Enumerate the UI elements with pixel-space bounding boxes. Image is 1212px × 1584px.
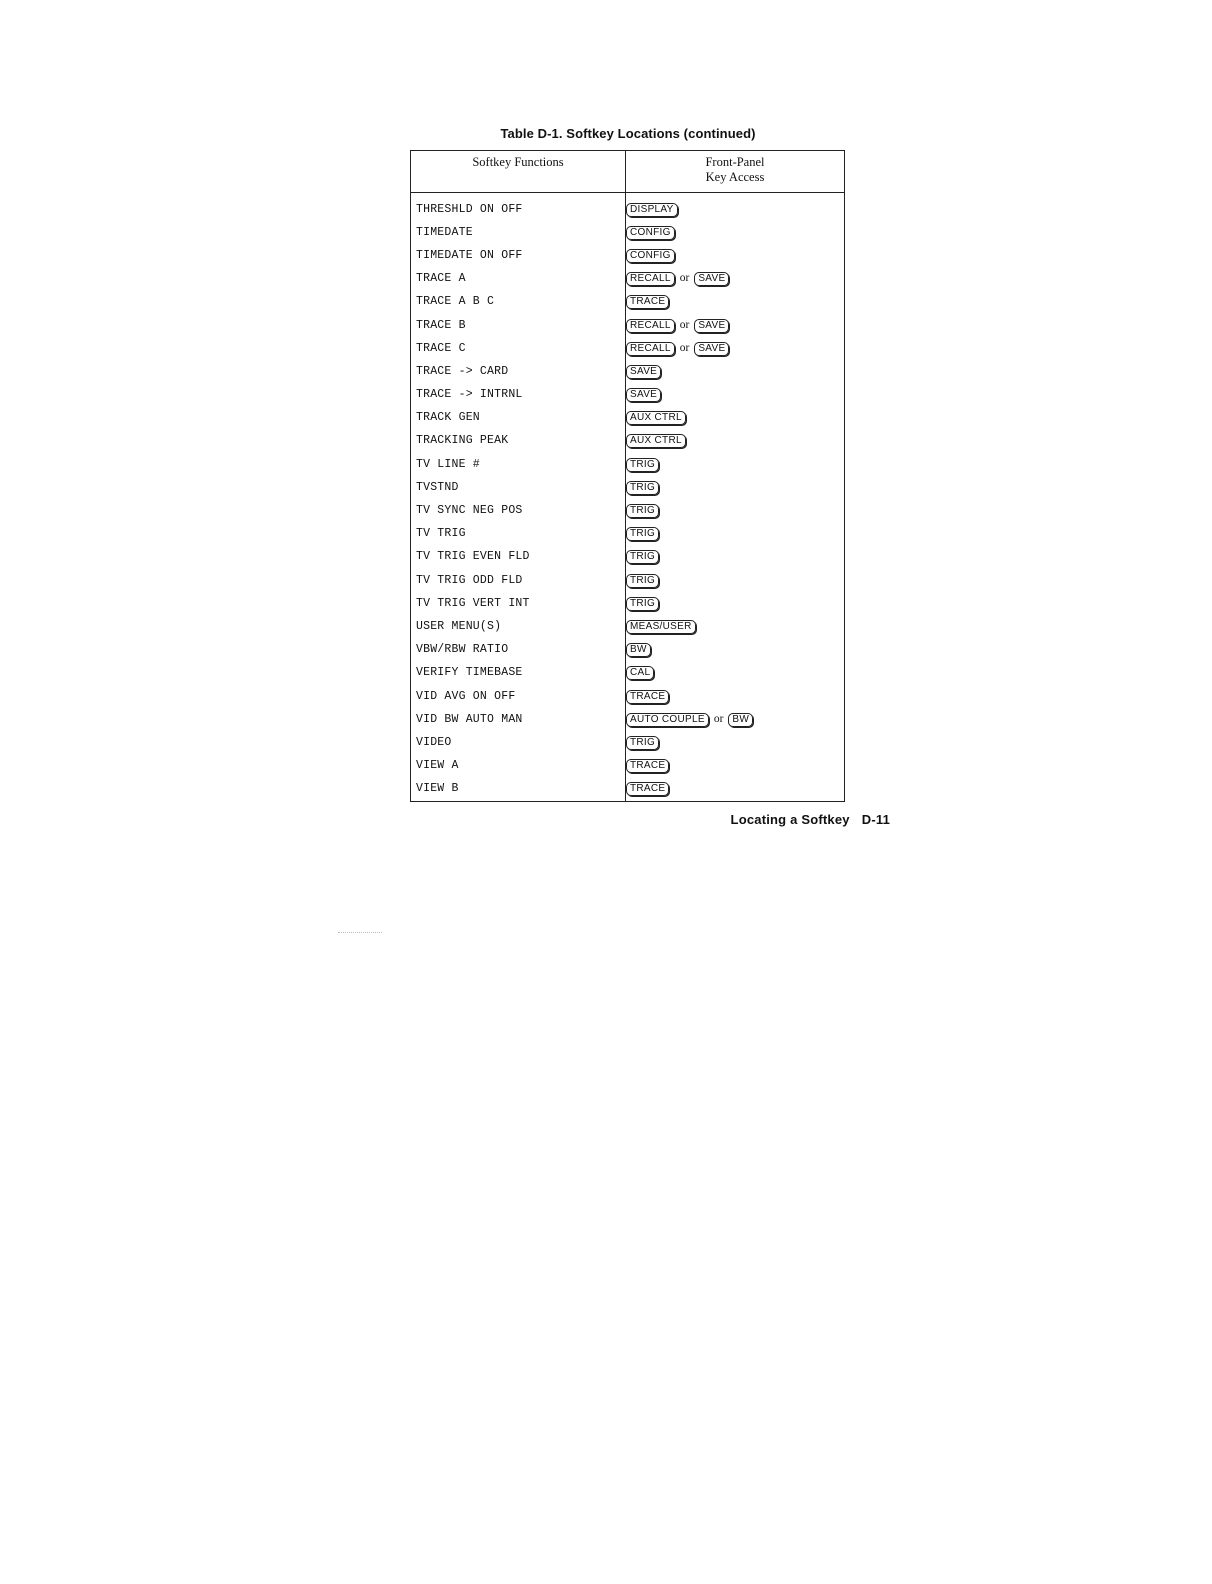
front-panel-key-label: TRIG bbox=[626, 597, 659, 611]
softkey-function-name: VIEW A bbox=[416, 759, 459, 773]
key-access-cell bbox=[626, 776, 845, 802]
front-panel-key-label: TRIG bbox=[626, 504, 659, 518]
softkey-function-cell bbox=[411, 613, 626, 636]
table-row bbox=[411, 312, 845, 335]
softkey-function-name: TV TRIG EVEN FLD bbox=[416, 550, 530, 564]
table-row bbox=[411, 521, 845, 544]
front-panel-key-label: MEAS/USER bbox=[626, 620, 696, 634]
table-row bbox=[411, 219, 845, 242]
page-footer bbox=[720, 812, 890, 827]
front-panel-key-label: TRACE bbox=[626, 759, 669, 773]
front-panel-key-label: SAVE bbox=[626, 365, 661, 379]
softkey-function-name: USER MENU(S) bbox=[416, 619, 502, 633]
softkey-function-cell bbox=[411, 567, 626, 590]
key-access-cell bbox=[626, 544, 845, 567]
table-row bbox=[411, 428, 845, 451]
key-access-cell bbox=[626, 521, 845, 544]
table-row bbox=[411, 289, 845, 312]
table-row bbox=[411, 660, 845, 683]
key-access-cell bbox=[626, 358, 845, 381]
softkey-function-name: VIEW B bbox=[416, 782, 459, 796]
key-access-cell bbox=[626, 312, 845, 335]
softkey-function-cell bbox=[411, 497, 626, 520]
table-row bbox=[411, 729, 845, 752]
front-panel-key-label: RECALL bbox=[626, 342, 675, 356]
front-panel-key-label: TRIG bbox=[626, 574, 659, 588]
table-row bbox=[411, 335, 845, 358]
footer-section-title: Locating a Softkey bbox=[730, 812, 850, 827]
front-panel-key-label: BW bbox=[626, 643, 651, 657]
key-access-cell bbox=[626, 382, 845, 405]
key-access-cell bbox=[626, 451, 845, 474]
softkey-function-cell bbox=[411, 683, 626, 706]
softkey-function-name: VBW/RBW RATIO bbox=[416, 643, 509, 657]
key-access-cell bbox=[626, 683, 845, 706]
table-row bbox=[411, 683, 845, 706]
softkey-function-name: TV TRIG bbox=[416, 527, 466, 541]
front-panel-key-label: RECALL bbox=[626, 272, 675, 286]
key-access-cell bbox=[626, 729, 845, 752]
header-softkey-functions: Softkey Functions bbox=[411, 151, 626, 193]
header-access-line1: Front-Panel bbox=[705, 155, 765, 169]
key-access-cell bbox=[626, 242, 845, 265]
front-panel-key-label: TRIG bbox=[626, 458, 659, 472]
softkey-function-name: TRACE C bbox=[416, 341, 466, 355]
softkey-function-name: TV SYNC NEG POS bbox=[416, 504, 523, 518]
key-access-cell bbox=[626, 289, 845, 312]
softkey-function-name: TRACE A B C bbox=[416, 295, 495, 309]
table-row bbox=[411, 266, 845, 289]
front-panel-key-label: AUTO COUPLE bbox=[626, 713, 709, 727]
softkey-function-cell bbox=[411, 637, 626, 660]
softkey-function-cell bbox=[411, 521, 626, 544]
table-header-row bbox=[411, 151, 845, 193]
front-panel-key-label: TRIG bbox=[626, 481, 659, 495]
softkey-function-name: TRACK GEN bbox=[416, 411, 480, 425]
front-panel-key-label: RECALL bbox=[626, 319, 675, 333]
key-access-cell bbox=[626, 405, 845, 428]
front-panel-key-label: TRACE bbox=[626, 782, 669, 796]
front-panel-key-label: SAVE bbox=[694, 342, 729, 356]
front-panel-key-label: CONFIG bbox=[626, 249, 675, 263]
softkey-function-cell bbox=[411, 753, 626, 776]
key-access-cell bbox=[626, 753, 845, 776]
softkey-function-cell bbox=[411, 660, 626, 683]
softkey-function-cell bbox=[411, 405, 626, 428]
table-row bbox=[411, 405, 845, 428]
table-row bbox=[411, 358, 845, 381]
softkey-function-cell bbox=[411, 358, 626, 381]
key-access-cell bbox=[626, 706, 845, 729]
softkey-function-cell bbox=[411, 335, 626, 358]
footer-page-number: D-11 bbox=[861, 812, 890, 827]
softkey-function-name: TRACE -> CARD bbox=[416, 364, 509, 378]
front-panel-key-label: TRIG bbox=[626, 736, 659, 750]
softkey-function-cell bbox=[411, 729, 626, 752]
front-panel-key-label: CAL bbox=[626, 666, 654, 680]
softkey-function-cell bbox=[411, 312, 626, 335]
table-row bbox=[411, 382, 845, 405]
or-connector: or bbox=[679, 318, 690, 331]
table-row bbox=[411, 613, 845, 636]
softkey-function-name: VERIFY TIMEBASE bbox=[416, 666, 523, 680]
key-access-cell bbox=[626, 637, 845, 660]
key-access-cell bbox=[626, 335, 845, 358]
table-row bbox=[411, 193, 845, 220]
softkey-function-name: TRACE A bbox=[416, 272, 466, 286]
table-row bbox=[411, 567, 845, 590]
key-access-cell bbox=[626, 193, 845, 220]
softkey-function-name: TRACKING PEAK bbox=[416, 434, 509, 448]
or-connector: or bbox=[679, 341, 690, 354]
softkey-function-name: TV LINE # bbox=[416, 457, 480, 471]
softkey-function-name: VID AVG ON OFF bbox=[416, 689, 516, 703]
front-panel-key-label: SAVE bbox=[694, 319, 729, 333]
softkey-function-cell bbox=[411, 428, 626, 451]
softkey-function-name: TIMEDATE ON OFF bbox=[416, 248, 523, 262]
table-row bbox=[411, 544, 845, 567]
table-row bbox=[411, 776, 845, 802]
softkey-function-cell bbox=[411, 193, 626, 220]
table-row bbox=[411, 497, 845, 520]
softkey-function-cell bbox=[411, 382, 626, 405]
softkey-function-cell bbox=[411, 451, 626, 474]
scan-speck bbox=[338, 932, 382, 934]
front-panel-key-label: TRIG bbox=[626, 550, 659, 564]
front-panel-key-label: AUX CTRL bbox=[626, 411, 686, 425]
header-access-line2: Key Access bbox=[705, 170, 765, 184]
softkey-function-cell bbox=[411, 289, 626, 312]
table-row bbox=[411, 242, 845, 265]
softkey-function-cell bbox=[411, 266, 626, 289]
key-access-cell bbox=[626, 660, 845, 683]
or-connector: or bbox=[713, 712, 724, 725]
front-panel-key-label: CONFIG bbox=[626, 226, 675, 240]
key-access-cell bbox=[626, 266, 845, 289]
softkey-function-name: TRACE B bbox=[416, 318, 466, 332]
softkey-function-cell bbox=[411, 544, 626, 567]
softkey-function-name: TV TRIG VERT INT bbox=[416, 596, 530, 610]
table-body bbox=[411, 193, 845, 802]
softkey-function-name: THRESHLD ON OFF bbox=[416, 202, 523, 216]
table-caption: Table D-1. Softkey Locations (continued) bbox=[500, 126, 756, 141]
table-row bbox=[411, 474, 845, 497]
key-access-cell bbox=[626, 590, 845, 613]
softkey-locations-table bbox=[410, 150, 845, 802]
or-connector: or bbox=[679, 272, 690, 285]
front-panel-key-label: AUX CTRL bbox=[626, 434, 686, 448]
softkey-function-name: TVSTND bbox=[416, 480, 459, 494]
key-access-cell bbox=[626, 428, 845, 451]
table-row bbox=[411, 753, 845, 776]
softkey-function-cell bbox=[411, 474, 626, 497]
softkey-function-cell bbox=[411, 590, 626, 613]
front-panel-key-label: SAVE bbox=[694, 272, 729, 286]
softkey-function-cell bbox=[411, 776, 626, 802]
table-row bbox=[411, 637, 845, 660]
softkey-function-cell bbox=[411, 242, 626, 265]
softkey-function-name: VID BW AUTO MAN bbox=[416, 712, 523, 726]
table-row bbox=[411, 590, 845, 613]
key-access-cell bbox=[626, 219, 845, 242]
front-panel-key-label: TRIG bbox=[626, 527, 659, 541]
front-panel-key-label: SAVE bbox=[626, 388, 661, 402]
key-access-cell bbox=[626, 474, 845, 497]
softkey-function-name: TIMEDATE bbox=[416, 225, 473, 239]
key-access-cell bbox=[626, 613, 845, 636]
front-panel-key-label: DISPLAY bbox=[626, 203, 678, 217]
front-panel-key-label: TRACE bbox=[626, 690, 669, 704]
front-panel-key-label: BW bbox=[728, 713, 753, 727]
key-access-cell bbox=[626, 567, 845, 590]
softkey-function-cell bbox=[411, 706, 626, 729]
header-front-panel-key-access bbox=[626, 151, 845, 193]
softkey-function-name: TV TRIG ODD FLD bbox=[416, 573, 523, 587]
front-panel-key-label: TRACE bbox=[626, 295, 669, 309]
table-row bbox=[411, 706, 845, 729]
table-row bbox=[411, 451, 845, 474]
softkey-function-name: TRACE -> INTRNL bbox=[416, 388, 523, 402]
key-access-cell bbox=[626, 497, 845, 520]
softkey-function-name: VIDEO bbox=[416, 735, 452, 749]
softkey-function-cell bbox=[411, 219, 626, 242]
